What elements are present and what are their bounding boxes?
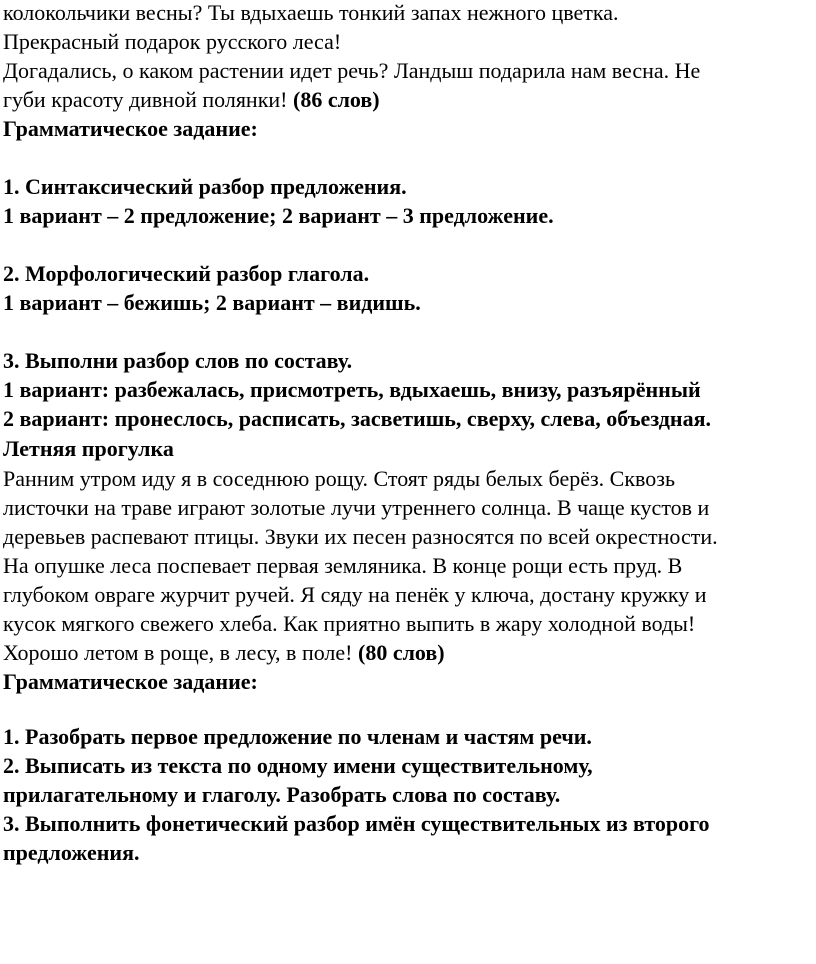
task-heading: Грамматическое задание: <box>3 116 258 141</box>
task-item: 2. Выписать из текста по одному имени существительному, <box>3 753 593 778</box>
task-item: 2. Морфологический разбор глагола. <box>3 261 370 286</box>
section-title: Летняя прогулка <box>3 436 174 461</box>
task-variants: 1 вариант: разбежалась, присмотреть, вдыхаешь, внизу, разъярённый <box>3 377 701 402</box>
text-line: На опушке леса поспевает первая земляника. В конце рощи есть пруд. В <box>3 553 683 578</box>
text-line: Прекрасный подарок русского леса! <box>3 29 342 54</box>
task-variants: 1 вариант – 2 предложение; 2 вариант – 3 предложение. <box>3 203 554 228</box>
dictation-text-2 <box>3 464 815 667</box>
task-variants: 2 вариант: пронеслось, расписать, засветишь, сверху, слева, объездная. <box>3 406 711 431</box>
word-count: (80 слов) <box>358 640 445 665</box>
task-heading: Грамматическое задание: <box>3 669 258 694</box>
task-item: 3. Выполнить фонетический разбор имён существительных из второго <box>3 811 710 836</box>
text-line: листочки на траве играют золотые лучи утреннего солнца. В чаще кустов и <box>3 495 710 520</box>
task-item: 3. Выполни разбор слов по составу. <box>3 348 353 373</box>
text-line: глубоком овраге журчит ручей. Я сяду на пенёк у ключа, достану кружку и <box>3 582 707 607</box>
word-count: (86 слов) <box>293 87 380 112</box>
text-line: Догадались, о каком растении идет речь? Ландыш подарила нам весна. Не <box>3 58 701 83</box>
text-line: кусок мягкого свежего хлеба. Как приятно выпить в жару холодной воды! <box>3 611 696 636</box>
task-item-continued: предложения. <box>3 840 140 865</box>
task-item-continued: прилагательному и глаголу. Разобрать слова по составу. <box>3 782 561 807</box>
task-item: 1. Синтаксический разбор предложения. <box>3 174 407 199</box>
text-line: колокольчики весны? Ты вдыхаешь тонкий запах нежного цветка. <box>3 0 619 25</box>
task-item: 1. Разобрать первое предложение по членам и частям речи. <box>3 724 592 749</box>
document-page <box>3 0 815 867</box>
text-line <box>3 638 815 667</box>
text-line: деревьев распевают птицы. Звуки их песен разносятся по всей окрестности. <box>3 524 718 549</box>
dictation-text-1 <box>3 0 815 114</box>
task-variants: 1 вариант – бежишь; 2 вариант – видишь. <box>3 290 421 315</box>
text-line: Ранним утром иду я в соседнюю рощу. Стоят ряды белых берёз. Сквозь <box>3 466 675 491</box>
text-line <box>3 85 815 114</box>
text-fragment: губи красоту дивной полянки! <box>3 87 293 112</box>
text-fragment: Хорошо летом в роще, в лесу, в поле! <box>3 640 358 665</box>
